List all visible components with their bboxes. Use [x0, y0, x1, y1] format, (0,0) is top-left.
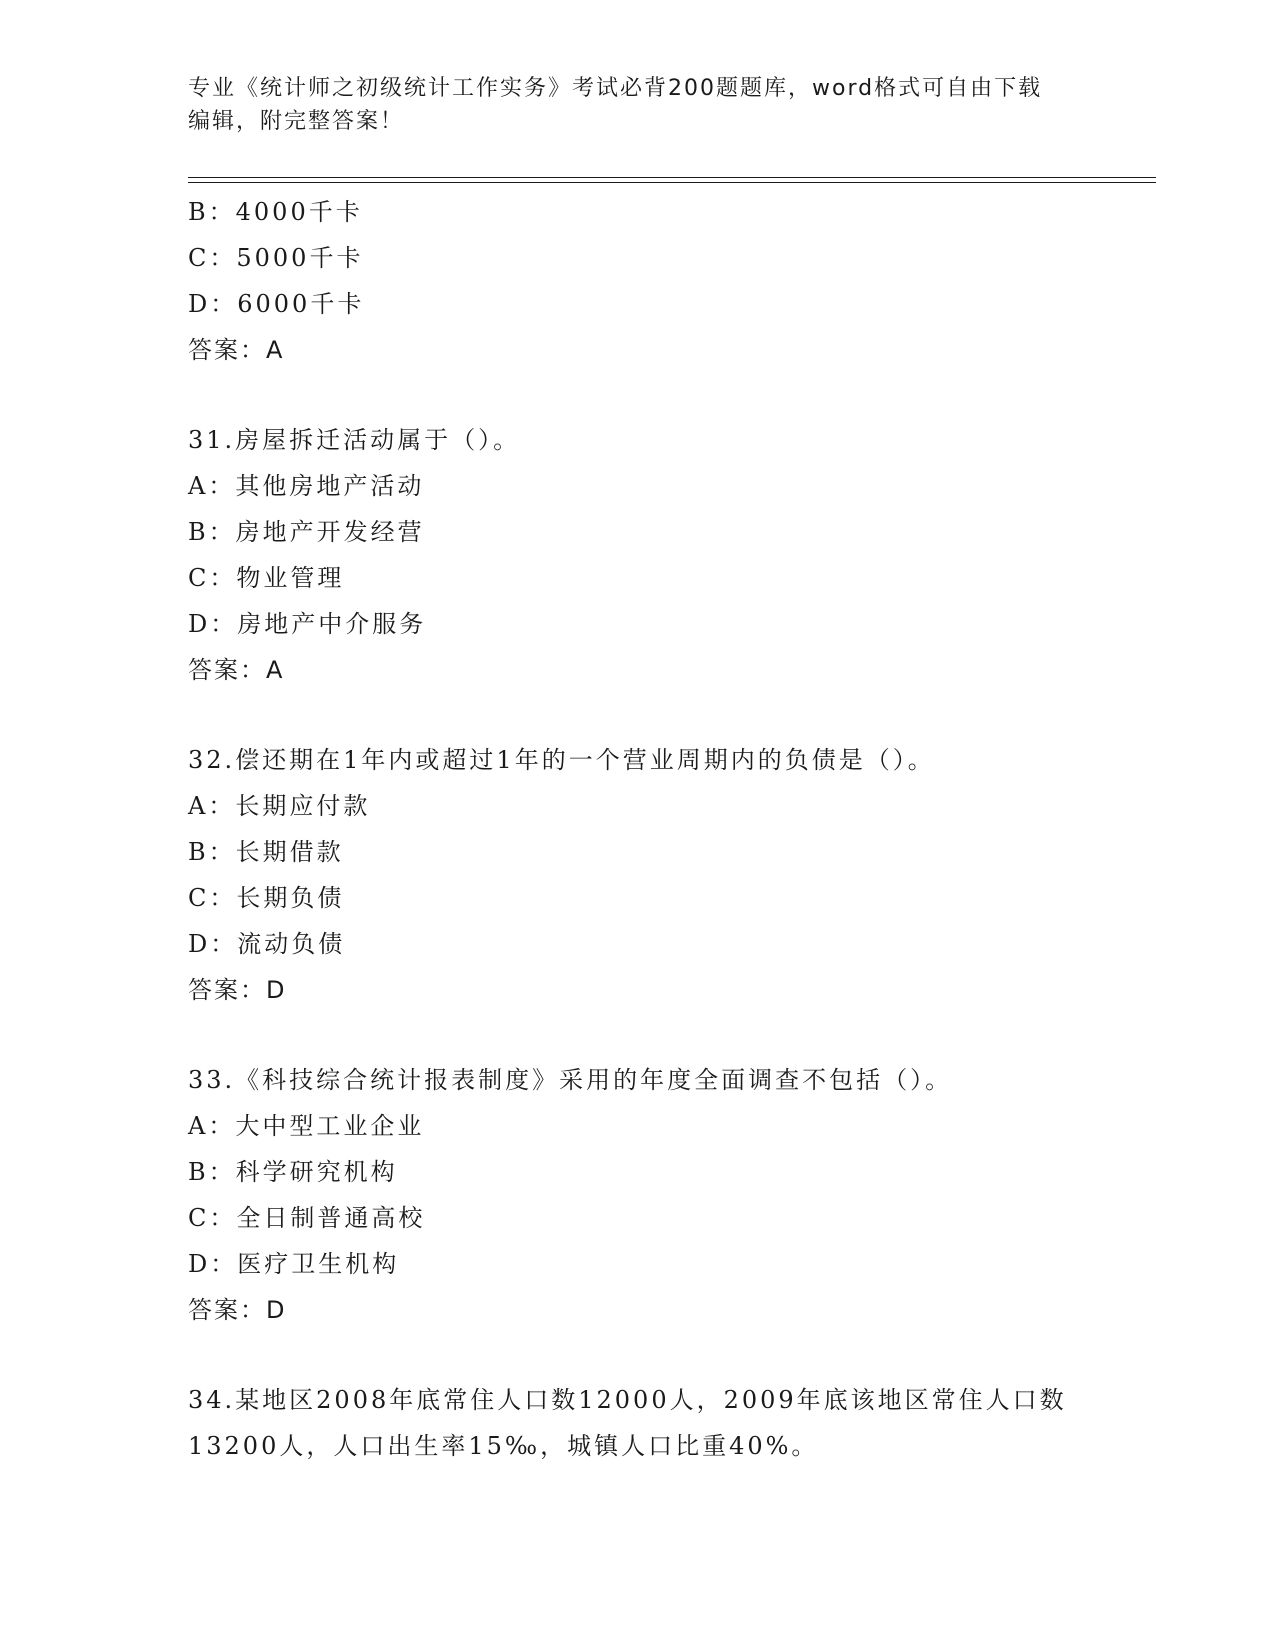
- answer: 答案：A: [188, 336, 285, 364]
- question-stem: 34.某地区2008年底常住人口数12000人，2009年底该地区常住人口数13200人，人口出生率15‰，城镇人口比重40%。: [188, 1386, 1067, 1460]
- question-34: [188, 1377, 1088, 1469]
- option-a: A：其他房地产活动: [188, 472, 425, 500]
- option-b: B：房地产开发经营: [188, 518, 425, 546]
- question-stem: 32.偿还期在1年内或超过1年的一个营业周期内的负债是（）。: [188, 746, 935, 774]
- option-d: D：房地产中介服务: [188, 610, 427, 638]
- option-b: B：4000千卡: [188, 198, 363, 226]
- question-31: [188, 417, 1088, 693]
- option-a: A：长期应付款: [188, 792, 371, 820]
- option-c: C：5000千卡: [188, 244, 364, 272]
- question-stem: 31.房屋拆迁活动属于（）。: [188, 426, 521, 454]
- option-b: B：科学研究机构: [188, 1158, 398, 1186]
- header-rule-bottom: [188, 182, 1156, 183]
- answer: 答案：D: [188, 1296, 287, 1324]
- question-stem: 33.《科技综合统计报表制度》采用的年度全面调查不包括（）。: [188, 1066, 953, 1094]
- option-c: C：物业管理: [188, 564, 345, 592]
- header-rule-top: [188, 177, 1156, 178]
- option-a: A：大中型工业企业: [188, 1112, 425, 1140]
- option-b: B：长期借款: [188, 838, 344, 866]
- option-c: C：长期负债: [188, 884, 345, 912]
- option-c: C：全日制普通高校: [188, 1204, 426, 1232]
- answer: 答案：D: [188, 976, 287, 1004]
- header-line-2: 编辑，附完整答案！: [188, 109, 405, 134]
- question-list: [188, 189, 1088, 1469]
- option-d: D：6000千卡: [188, 290, 365, 318]
- option-d: D：流动负债: [188, 930, 346, 958]
- question-32: [188, 737, 1088, 1013]
- previous-question-tail: [188, 189, 1088, 373]
- answer: 答案：A: [188, 656, 285, 684]
- option-d: D：医疗卫生机构: [188, 1250, 400, 1278]
- header-line-1: 专业《统计师之初级统计工作实务》考试必背200题题库，word格式可自由下载: [188, 76, 1043, 101]
- question-33: [188, 1057, 1088, 1333]
- document-header: [188, 72, 1068, 138]
